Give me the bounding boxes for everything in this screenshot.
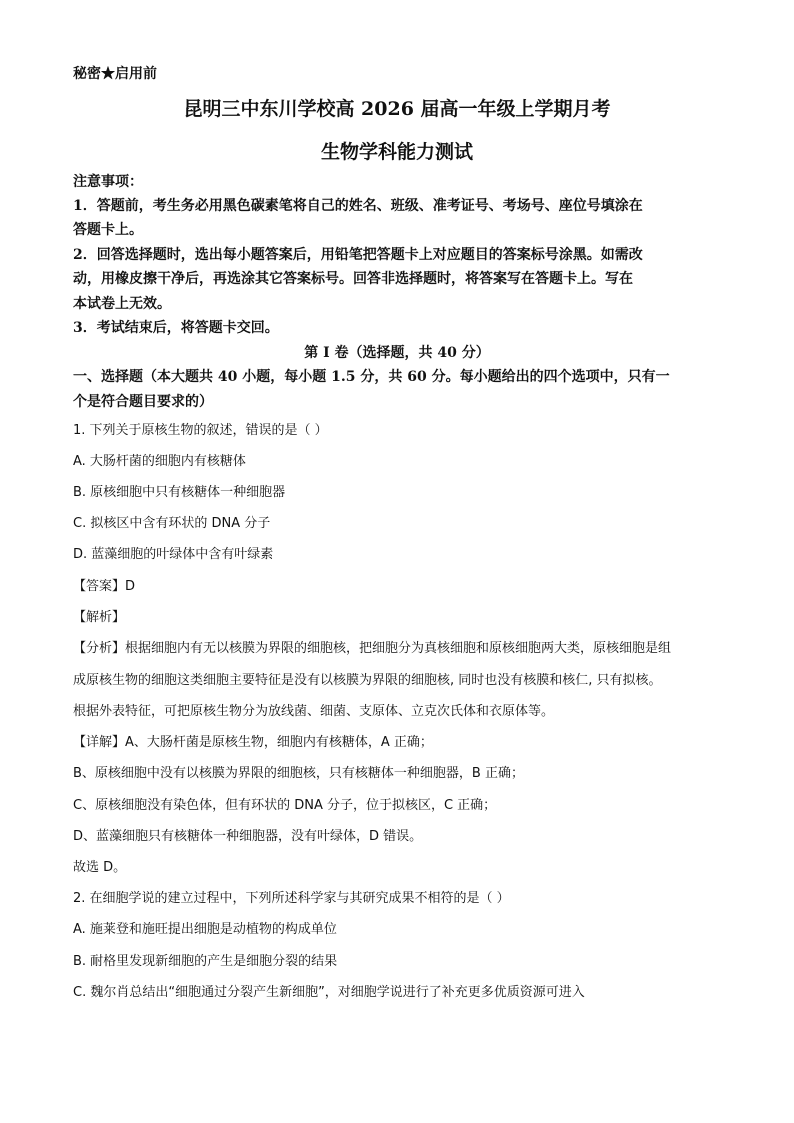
notice-item-2: 2．回答选择题时，选出每小题答案后，用铅笔把答题卡上对应题目的答案标号涂黑。如需改 <box>73 247 643 263</box>
q1-analysis-line-2: 成原核生物的细胞这类细胞主要特征是没有以核膜为界限的细胞核, 同时也没有核膜和核仁, 只有拟核。 <box>73 673 662 688</box>
notice-item-2-cont: 动，用橡皮擦干净后，再选涂其它答案标号。回答非选择题时，将答案写在答题卡上。写在 <box>73 271 633 287</box>
exam-title: 昆明三中东川学校高 2026 届高一年级上学期月考 <box>183 98 611 120</box>
q1-analysis-tag: 【解析】 <box>73 610 126 625</box>
notice-item-1-cont: 答题卡上。 <box>73 222 143 238</box>
q1-stem: 1. 下列关于原核生物的叙述，错误的是（ ） <box>73 423 328 438</box>
q1-detail-c: C、原核细胞没有染色体，但有环状的 DNA 分子，位于拟核区，C 正确； <box>73 798 497 813</box>
q1-conclusion: 故选 D。 <box>73 860 127 875</box>
q2-option-c: C. 魏尔肖总结出“细胞通过分裂产生新细胞”，对细胞学说进行了补充更多优质资源可进入 <box>73 985 585 1000</box>
volume-heading: 第 I 卷（选择题，共 40 分） <box>304 345 490 361</box>
exam-subtitle: 生物学科能力测试 <box>320 141 473 163</box>
notice-heading: 注意事项： <box>73 174 143 190</box>
q2-option-a: A. 施莱登和施旺提出细胞是动植物的构成单位 <box>73 922 337 937</box>
q1-detail-d: D、蓝藻细胞只有核糖体一种细胞器，没有叶绿体，D 错误。 <box>73 829 423 844</box>
notice-item-2-end: 本试卷上无效。 <box>73 296 171 312</box>
q1-analysis-line-3: 根据外表特征，可把原核生物分为放线菌、细菌、支原体、立克次氏体和衣原体等。 <box>73 704 555 719</box>
section-heading-cont: 个是符合题目要求的） <box>73 394 213 410</box>
q1-option-c: C. 拟核区中含有环状的 DNA 分子 <box>73 516 271 531</box>
section-heading: 一、选择题（本大题共 40 小题，每小题 1.5 分，共 60 分。每小题给出的四个选项中，只有一 <box>73 369 670 385</box>
q1-option-b: B. 原核细胞中只有核糖体一种细胞器 <box>73 485 286 500</box>
q1-answer: 【答案】D <box>73 579 136 594</box>
q1-detail-a: 【详解】A、大肠杆菌是原核生物，细胞内有核糖体，A 正确； <box>73 735 433 750</box>
q1-option-a: A. 大肠杆菌的细胞内有核糖体 <box>73 454 246 469</box>
q2-stem: 2. 在细胞学说的建立过程中，下列所述科学家与其研究成果不相符的是（ ） <box>73 891 510 906</box>
confidential-mark: 秘密★启用前 <box>73 66 157 82</box>
notice-item-3: 3．考试结束后，将答题卡交回。 <box>73 320 279 336</box>
q1-analysis-line-1: 【分析】根据细胞内有无以核膜为界限的细胞核，把细胞分为真核细胞和原核细胞两大类，原核细胞是组 <box>73 641 672 656</box>
q1-option-d: D. 蓝藻细胞的叶绿体中含有叶绿素 <box>73 547 274 562</box>
q1-detail-b: B、原核细胞中没有以核膜为界限的细胞核，只有核糖体一种细胞器，B 正确； <box>73 766 524 781</box>
notice-item-1: 1．答题前，考生务必用黑色碳素笔将自己的姓名、班级、准考证号、考场号、座位号填涂在 <box>73 198 643 214</box>
q2-option-b: B. 耐格里发现新细胞的产生是细胞分裂的结果 <box>73 954 338 969</box>
